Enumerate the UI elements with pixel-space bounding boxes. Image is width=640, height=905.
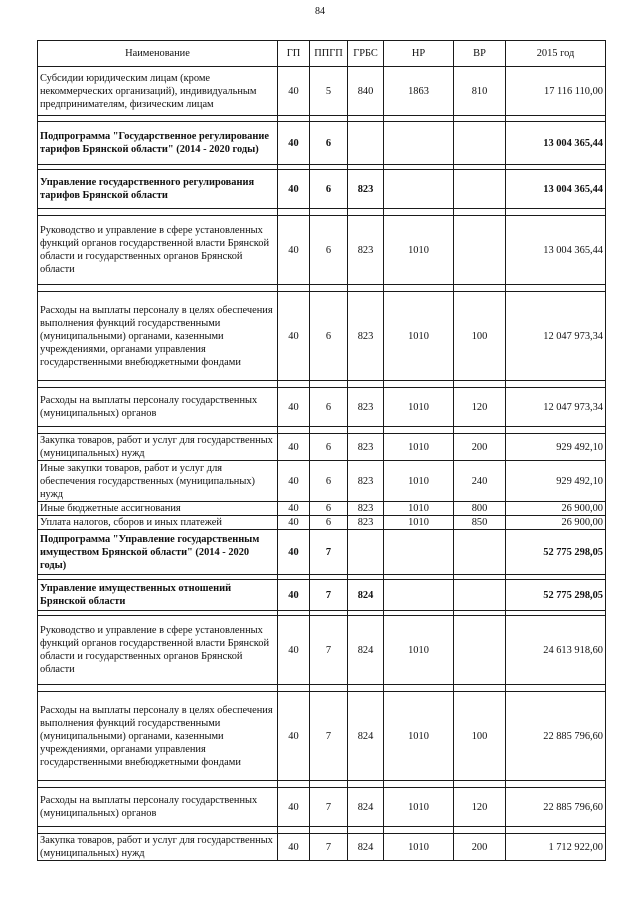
row-gap [38,381,606,388]
cell-amount: 13 004 365,44 [506,216,606,285]
cell-name: Расходы на выплаты персоналу в целях обеспечения выполнения функций государственными (муниципальными) органами, казенными учреждениями, органами управления государственными внебюджетными фондами [38,292,278,381]
cell-amount: 52 775 298,05 [506,580,606,611]
cell-gp: 40 [278,616,310,685]
cell-pgp: 7 [310,834,348,861]
table-row [38,67,606,116]
cell-vr: 810 [454,67,506,116]
cell-gp: 40 [278,67,310,116]
cell-grbs: 823 [348,216,384,285]
cell-gp: 40 [278,580,310,611]
cell-amount: 24 613 918,60 [506,616,606,685]
cell-np: 1010 [384,788,454,827]
gap-cell [348,381,384,388]
gap-cell [38,781,278,788]
cell-vr [454,122,506,165]
cell-amount: 17 116 110,00 [506,67,606,116]
cell-name: Субсидии юридическим лицам (кроме некоммерческих организаций), индивидуальным предпринимателям, физическим лицам [38,67,278,116]
cell-name: Уплата налогов, сборов и иных платежей [38,516,278,530]
cell-grbs: 823 [348,292,384,381]
gap-cell [348,285,384,292]
gap-cell [454,381,506,388]
col-header-name: Наименование [38,41,278,67]
gap-cell [454,427,506,434]
cell-amount: 26 900,00 [506,502,606,516]
table-row [38,216,606,285]
cell-np: 1010 [384,216,454,285]
cell-pgp: 6 [310,516,348,530]
col-header-grbs: ГРБС [348,41,384,67]
gap-cell [38,827,278,834]
table-row [38,692,606,781]
gap-cell [348,781,384,788]
gap-cell [278,285,310,292]
cell-pgp: 6 [310,122,348,165]
gap-cell [454,209,506,216]
cell-np: 1010 [384,292,454,381]
table-row [38,530,606,575]
cell-grbs [348,530,384,575]
gap-cell [278,685,310,692]
gap-cell [348,209,384,216]
gap-cell [38,427,278,434]
gap-cell [454,781,506,788]
table-body [38,67,606,861]
cell-grbs: 823 [348,502,384,516]
cell-np: 1010 [384,692,454,781]
cell-gp: 40 [278,434,310,461]
gap-cell [310,827,348,834]
gap-cell [384,209,454,216]
cell-vr: 100 [454,292,506,381]
cell-grbs: 823 [348,461,384,502]
cell-amount: 12 047 973,34 [506,292,606,381]
gap-cell [454,685,506,692]
cell-np: 1010 [384,388,454,427]
cell-vr: 120 [454,388,506,427]
cell-name: Подпрограмма "Государственное регулирование тарифов Брянской области" (2014 - 2020 годы) [38,122,278,165]
gap-cell [506,427,606,434]
cell-np: 1010 [384,461,454,502]
cell-grbs: 823 [348,388,384,427]
cell-np: 1010 [384,834,454,861]
cell-grbs: 824 [348,692,384,781]
cell-np [384,170,454,209]
gap-cell [310,781,348,788]
cell-vr: 200 [454,834,506,861]
gap-cell [310,427,348,434]
cell-gp: 40 [278,516,310,530]
gap-cell [348,685,384,692]
table-row [38,580,606,611]
cell-amount: 13 004 365,44 [506,170,606,209]
cell-pgp: 6 [310,461,348,502]
cell-grbs: 824 [348,788,384,827]
cell-name: Управление государственного регулирования тарифов Брянской области [38,170,278,209]
cell-amount: 929 492,10 [506,461,606,502]
row-gap [38,209,606,216]
cell-amount: 13 004 365,44 [506,122,606,165]
cell-amount: 929 492,10 [506,434,606,461]
table-row [38,461,606,502]
gap-cell [384,685,454,692]
row-gap [38,781,606,788]
cell-vr: 240 [454,461,506,502]
budget-table [37,40,606,861]
col-header-year: 2015 год [506,41,606,67]
table-row [38,834,606,861]
cell-pgp: 6 [310,388,348,427]
gap-cell [506,381,606,388]
row-gap [38,827,606,834]
cell-grbs: 823 [348,516,384,530]
gap-cell [310,381,348,388]
cell-pgp: 5 [310,67,348,116]
cell-name: Расходы на выплаты персоналу государственных (муниципальных) органов [38,788,278,827]
cell-amount: 22 885 796,60 [506,788,606,827]
gap-cell [348,427,384,434]
cell-name: Закупка товаров, работ и услуг для государственных (муниципальных) нужд [38,834,278,861]
cell-vr [454,530,506,575]
cell-name: Закупка товаров, работ и услуг для государственных (муниципальных) нужд [38,434,278,461]
cell-vr: 850 [454,516,506,530]
cell-amount: 52 775 298,05 [506,530,606,575]
gap-cell [384,381,454,388]
cell-name: Управление имущественных отношений Брянской области [38,580,278,611]
gap-cell [310,685,348,692]
cell-np: 1010 [384,502,454,516]
cell-np [384,122,454,165]
cell-pgp: 7 [310,692,348,781]
gap-cell [278,427,310,434]
cell-name: Руководство и управление в сфере установленных функций органов государственной власти Брянской области и государственных органов Брянской области [38,616,278,685]
gap-cell [38,285,278,292]
table-row [38,170,606,209]
table-row [38,502,606,516]
cell-gp: 40 [278,292,310,381]
header-row [38,41,606,67]
cell-name: Расходы на выплаты персоналу государственных (муниципальных) органов [38,388,278,427]
cell-name: Расходы на выплаты персоналу в целях обеспечения выполнения функций государственными (муниципальными) органами, казенными учреждениями, органами управления государственными внебюджетными фондами [38,692,278,781]
cell-gp: 40 [278,122,310,165]
cell-gp: 40 [278,530,310,575]
cell-gp: 40 [278,170,310,209]
cell-grbs: 824 [348,616,384,685]
cell-name: Иные бюджетные ассигнования [38,502,278,516]
cell-vr: 100 [454,692,506,781]
cell-vr: 120 [454,788,506,827]
col-header-gp: ГП [278,41,310,67]
cell-pgp: 7 [310,530,348,575]
cell-gp: 40 [278,388,310,427]
cell-np: 1010 [384,616,454,685]
gap-cell [278,209,310,216]
cell-np: 1863 [384,67,454,116]
cell-pgp: 6 [310,216,348,285]
gap-cell [506,685,606,692]
cell-np: 1010 [384,434,454,461]
table-row [38,788,606,827]
gap-cell [348,827,384,834]
cell-grbs [348,122,384,165]
gap-cell [454,285,506,292]
cell-name: Иные закупки товаров, работ и услуг для обеспечения государственных (муниципальных) нужд [38,461,278,502]
cell-np [384,530,454,575]
cell-vr [454,170,506,209]
table-row [38,516,606,530]
cell-gp: 40 [278,692,310,781]
cell-pgp: 6 [310,170,348,209]
gap-cell [384,427,454,434]
gap-cell [384,285,454,292]
cell-grbs: 823 [348,170,384,209]
gap-cell [310,209,348,216]
table-row [38,388,606,427]
cell-name: Руководство и управление в сфере установленных функций органов государственной власти Брянской области и государственных органов Брянской области [38,216,278,285]
gap-cell [38,209,278,216]
row-gap [38,285,606,292]
col-header-pgp: ППГП [310,41,348,67]
gap-cell [506,209,606,216]
cell-pgp: 6 [310,434,348,461]
cell-vr: 200 [454,434,506,461]
cell-pgp: 7 [310,616,348,685]
cell-gp: 40 [278,461,310,502]
cell-grbs: 824 [348,580,384,611]
cell-grbs: 823 [348,434,384,461]
table-row [38,434,606,461]
gap-cell [310,285,348,292]
cell-pgp: 7 [310,580,348,611]
table-row [38,122,606,165]
row-gap [38,427,606,434]
cell-gp: 40 [278,788,310,827]
cell-amount: 1 712 922,00 [506,834,606,861]
gap-cell [384,781,454,788]
cell-amount: 26 900,00 [506,516,606,530]
table-row [38,616,606,685]
cell-grbs: 840 [348,67,384,116]
page-number: 84 [315,6,325,17]
gap-cell [278,381,310,388]
cell-gp: 40 [278,216,310,285]
gap-cell [506,285,606,292]
gap-cell [506,781,606,788]
cell-vr [454,616,506,685]
cell-pgp: 7 [310,788,348,827]
gap-cell [278,781,310,788]
gap-cell [38,685,278,692]
cell-gp: 40 [278,502,310,516]
cell-gp: 40 [278,834,310,861]
cell-np [384,580,454,611]
table-row [38,292,606,381]
cell-vr [454,216,506,285]
gap-cell [384,827,454,834]
cell-name: Подпрограмма "Управление государственным имуществом Брянской области" (2014 - 2020 годы) [38,530,278,575]
cell-np: 1010 [384,516,454,530]
cell-amount: 12 047 973,34 [506,388,606,427]
cell-pgp: 6 [310,292,348,381]
row-gap [38,685,606,692]
gap-cell [454,827,506,834]
col-header-vr: ВР [454,41,506,67]
cell-grbs: 824 [348,834,384,861]
gap-cell [278,827,310,834]
cell-pgp: 6 [310,502,348,516]
gap-cell [38,381,278,388]
cell-vr: 800 [454,502,506,516]
cell-vr [454,580,506,611]
col-header-np: НР [384,41,454,67]
gap-cell [506,827,606,834]
cell-amount: 22 885 796,60 [506,692,606,781]
